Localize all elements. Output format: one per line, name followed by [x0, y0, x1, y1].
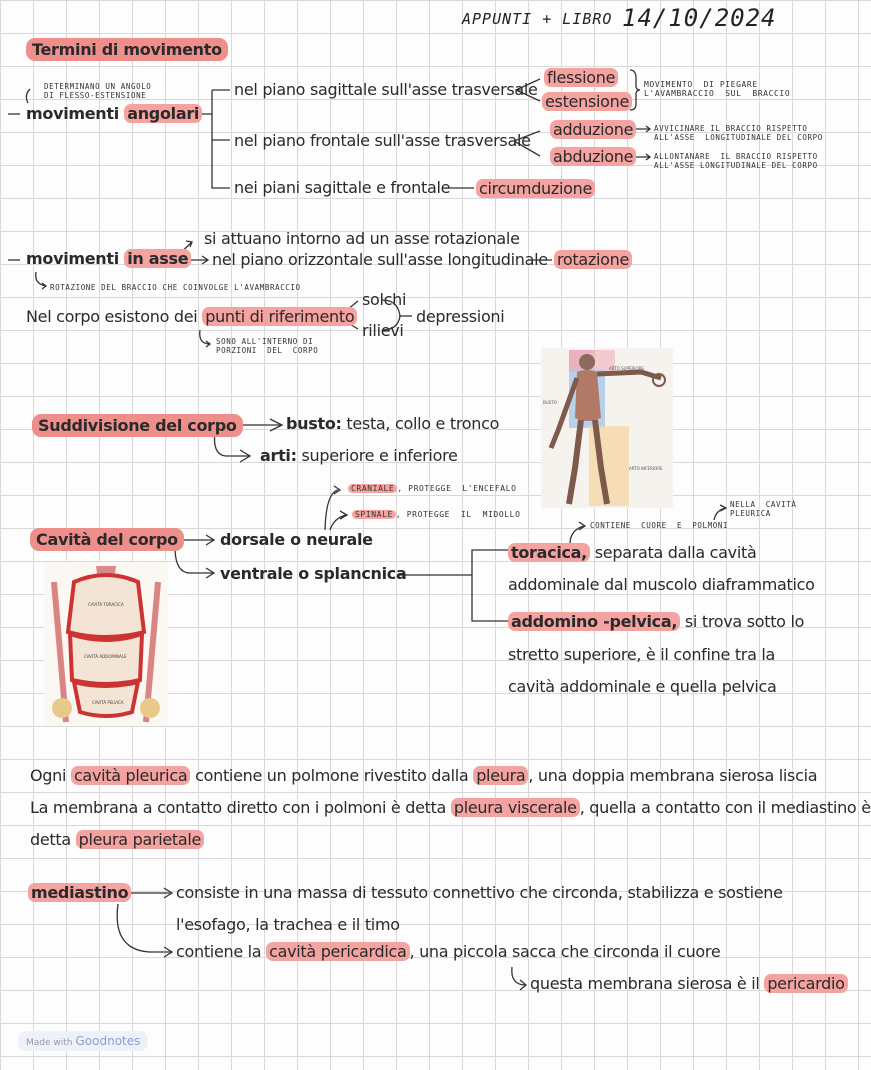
branch-sagittale: nel piano sagittale sull'asse trasversale	[234, 80, 538, 99]
branch-frontale: nel piano frontale sull'asse trasversale	[234, 131, 531, 150]
section-title-termini: Termini di movimento	[26, 38, 228, 61]
note-porzioni: SONO ALL'INTERNO DI PORZIONI DEL CORPO	[216, 337, 319, 355]
figure-label-pelvica: CAVITÀ PELVICA	[92, 700, 124, 705]
branch-sagittale-frontale: nei piani sagittale e frontale	[234, 178, 451, 197]
figure-label-addominale: CAVITÀ ADDOMINALE	[84, 654, 127, 659]
note-abduzione: ALLONTANARE IL BRACCIO RISPETTO ALL'ASSE LONGITUDINALE DEL CORPO	[654, 152, 818, 170]
body-division-figure	[541, 348, 673, 508]
figure-label-busto: BUSTO	[543, 400, 557, 405]
movimenti-in-asse: movimenti in asse	[26, 249, 191, 268]
note-rotazione: ROTAZIONE DEL BRACCIO CHE COINVOLGE L'AVAMBRACCIO	[50, 283, 301, 292]
term-depressioni: depressioni	[416, 307, 505, 326]
pleura-line1: Ogni cavità pleurica contiene un polmone rivestito dalla pleura , una doppia membrana sierosa liscia	[30, 766, 818, 785]
punti-riferimento: Nel corpo esistono dei punti di riferimento	[26, 307, 357, 326]
pleura-line3: detta pleura parietale	[30, 830, 204, 849]
figure-label-arto-superiore: ARTO SUPERIORE	[609, 366, 644, 371]
pleura-line2: La membrana a contatto diretto con i polmoni è detta pleura viscerale , quella a contatto con il mediastino è	[30, 798, 871, 817]
body-cavity-figure	[44, 562, 168, 726]
section-title-suddivisione: Suddivisione del corpo	[32, 414, 243, 437]
note-cuore-polmoni: CONTIENE CUORE E POLMONI	[590, 521, 729, 530]
suddivisione-arti: arti: superiore e inferiore	[260, 446, 458, 465]
term-estensione: estensione	[542, 92, 632, 111]
mediastino-line2: l'esofago, la trachea e il timo	[176, 915, 400, 934]
note-pleurica: NELLA CAVITÀ PLEURICA	[730, 500, 797, 518]
term-circumduzione: circumduzione	[476, 179, 595, 198]
cavita-addomino-line1: addomino -pelvica, si trova sotto lo	[508, 612, 804, 631]
header-date: 14/10/2024	[622, 4, 777, 32]
cavita-addomino-line3: cavità addominale e quella pelvica	[508, 677, 777, 696]
note-angolo: DETERMINANO UN ANGOLO DI FLESSO-ESTENSIONE	[44, 82, 152, 100]
note-flessione: MOVIMENTO DI PIEGARE L'AVAMBRACCIO SUL BRACCIO	[644, 80, 791, 98]
cavita-ventrale: ventrale o splancnica	[220, 564, 407, 583]
term-solchi: solchi	[362, 290, 407, 309]
suddivisione-busto: busto: testa, collo e tronco	[286, 414, 500, 433]
header-label: APPUNTI + LIBRO	[462, 10, 613, 28]
goodnotes-badge[interactable]: Made with Goodnotes	[18, 1031, 148, 1051]
section-title-cavita: Cavità del corpo	[30, 528, 184, 551]
note-adduzione: AVVICINARE IL BRACCIO RISPETTO ALL'ASSE LONGITUDINALE DEL CORPO	[654, 124, 823, 142]
asse-line1: si attuano intorno ad un asse rotazionale	[204, 229, 520, 248]
term-adduzione: adduzione	[550, 120, 636, 139]
mediastino-line4: questa membrana sierosa è il pericardio	[530, 974, 848, 993]
note-craniale: CRANIALE , PROTEGGE L'ENCEFALO	[348, 484, 517, 493]
cavita-toracica-line2: addominale dal muscolo diaframmatico	[508, 575, 815, 594]
term-abduzione: abduzione	[550, 147, 636, 166]
mediastino-line3: contiene la cavità pericardica , una piccola sacca che circonda il cuore	[176, 942, 721, 961]
term-rilievi: rilievi	[362, 321, 404, 340]
section-title-mediastino: mediastino	[28, 883, 131, 902]
cavita-addomino-line2: stretto superiore, è il confine tra la	[508, 645, 776, 664]
term-flessione: flessione	[544, 68, 618, 87]
cavita-dorsale: dorsale o neurale	[220, 530, 373, 549]
figure-label-toracica: CAVITÀ TORACICA	[88, 602, 124, 607]
note-spinale: SPINALE , PROTEGGE IL MIDOLLO	[352, 510, 521, 519]
figure-label-arto-inferiore: ARTO INFERIORE	[629, 466, 663, 471]
mediastino-line1: consiste in una massa di tessuto connettivo che circonda, stabilizza e sostiene	[176, 883, 783, 902]
term-rotazione: rotazione	[554, 250, 632, 269]
asse-line2: nel piano orizzontale sull'asse longitudinale	[212, 250, 548, 269]
cavita-toracica-line1: toracica, separata dalla cavità	[508, 543, 756, 562]
movimenti-angolari: movimenti angolari	[26, 104, 202, 123]
